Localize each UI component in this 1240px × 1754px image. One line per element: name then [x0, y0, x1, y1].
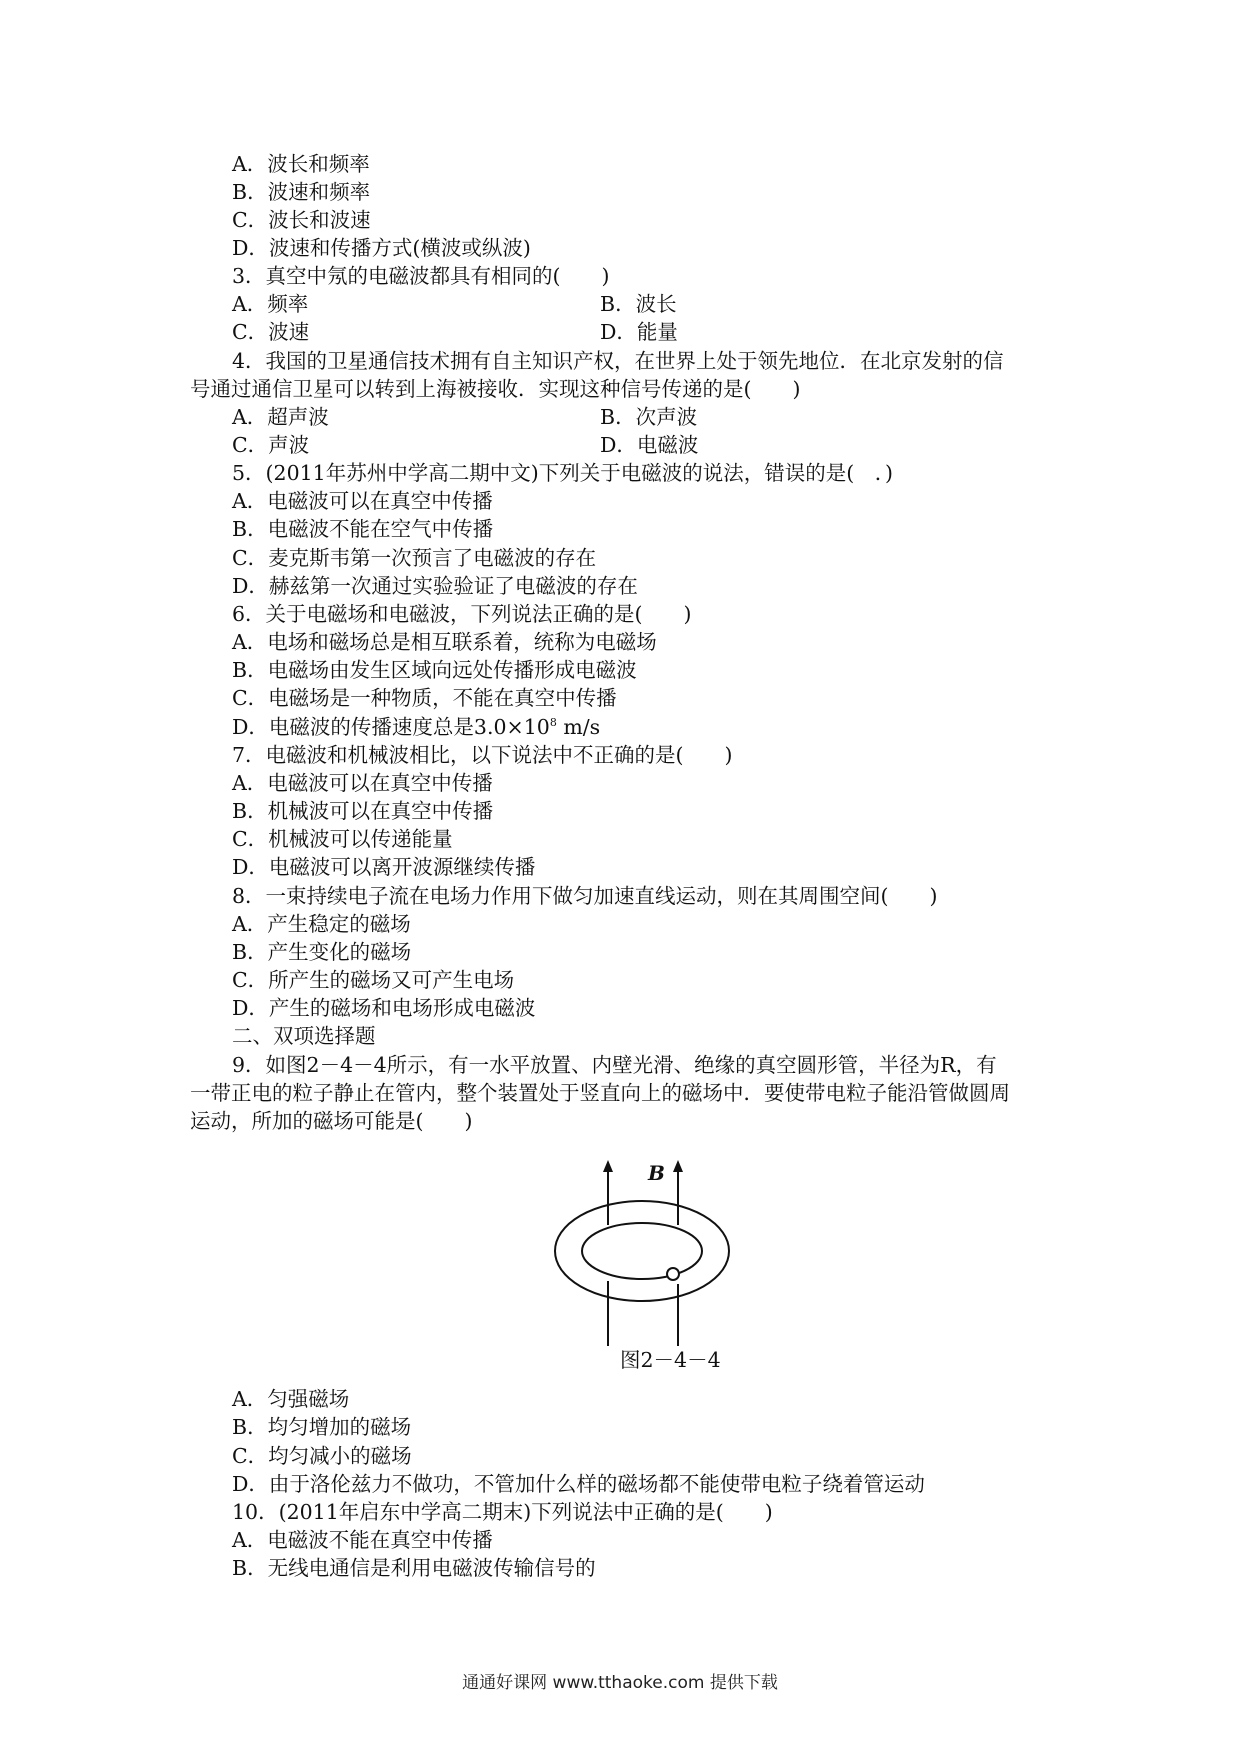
q2-option-a: A．波长和频率	[232, 152, 370, 176]
q6-option-d-exponent: 8	[549, 716, 557, 729]
q10-option-b: B．无线电通信是利用电磁波传输信号的	[232, 1556, 596, 1580]
section-heading: 二、双项选择题	[232, 1024, 376, 1048]
q5-option-d: D．赫兹第一次通过实验验证了电磁波的存在	[232, 574, 638, 598]
q9-stem-line1: 9．如图2－4－4所示，有一水平放置、内壁光滑、绝缘的真空圆形管，半径为R，有	[232, 1053, 997, 1077]
q4-stem-line1: 4．我国的卫星通信技术拥有自主知识产权，在世界上处于领先地位．在北京发射的信	[232, 349, 1004, 373]
q6-stem: 6．关于电磁场和电磁波，下列说法正确的是( )	[232, 602, 692, 626]
q6-option-b: B．电磁场由发生区域向远处传播形成电磁波	[232, 658, 637, 682]
q6-option-a: A．电场和磁场总是相互联系着，统称为电磁场	[232, 630, 657, 654]
q4-option-b: B．次声波	[600, 405, 698, 429]
q5-option-a: A．电磁波可以在真空中传播	[232, 489, 493, 513]
q4-option-c: C．声波	[232, 433, 310, 457]
q7-option-b: B．机械波可以在真空中传播	[232, 799, 494, 823]
page-footer: 通通好课网 www.tthaoke.com 提供下载	[462, 1673, 778, 1693]
q5-option-b: B．电磁波不能在空气中传播	[232, 517, 494, 541]
q3-option-d: D．能量	[600, 320, 678, 344]
q4-stem-line2: 号通过通信卫星可以转到上海被接收．实现这种信号传递的是( )	[190, 377, 801, 401]
q8-option-d: D．产生的磁场和电场形成电磁波	[232, 996, 536, 1020]
q9-option-d: D．由于洛伦兹力不做功，不管加什么样的磁场都不能使带电粒子绕着管运动	[232, 1472, 925, 1496]
figure-caption: 图2－4－4	[620, 1348, 721, 1372]
q9-stem-line2: 一带正电的粒子静止在管内，整个装置处于竖直向上的磁场中．要使带电粒子能沿管做圆周	[190, 1081, 1010, 1105]
ring-inner-ellipse	[582, 1223, 702, 1279]
q3-option-a: A．频率	[232, 292, 309, 316]
ring-tube-figure	[552, 1156, 752, 1356]
field-label-b: B	[648, 1161, 665, 1185]
q7-option-d: D．电磁波可以离开波源继续传播	[232, 855, 536, 879]
arrow-up-right-icon	[673, 1160, 683, 1172]
q2-option-c: C．波长和波速	[232, 208, 371, 232]
q9-option-c: C．均匀减小的磁场	[232, 1444, 412, 1468]
q3-option-c: C．波速	[232, 320, 310, 344]
q6-option-d	[232, 713, 600, 741]
q8-stem: 8．一束持续电子流在电场力作用下做匀加速直线运动，则在其周围空间( )	[232, 884, 938, 908]
q2-option-d: D．波速和传播方式(横波或纵波)	[232, 236, 531, 260]
q9-option-a: A．匀强磁场	[232, 1387, 350, 1411]
q6-option-c: C．电磁场是一种物质，不能在真空中传播	[232, 686, 617, 710]
q6-option-d-text: D．电磁波的传播速度总是3.0×10	[232, 715, 550, 739]
q3-option-b: B．波长	[600, 292, 677, 316]
q8-option-b: B．产生变化的磁场	[232, 940, 412, 964]
q7-option-a: A．电磁波可以在真空中传播	[232, 771, 493, 795]
q10-stem: 10．(2011年启东中学高二期末)下列说法中正确的是( )	[232, 1500, 773, 1524]
q4-option-a: A．超声波	[232, 405, 329, 429]
q9-stem-line3: 运动，所加的磁场可能是( )	[190, 1109, 473, 1133]
q2-option-b: B．波速和频率	[232, 180, 371, 204]
q3-stem: 3．真空中氖的电磁波都具有相同的( )	[232, 264, 610, 288]
q7-option-c: C．机械波可以传递能量	[232, 827, 453, 851]
q6-option-d-unit: m/s	[556, 715, 601, 739]
q5-option-c: C．麦克斯韦第一次预言了电磁波的存在	[232, 546, 597, 570]
q9-option-b: B．均匀增加的磁场	[232, 1415, 412, 1439]
q5-stem: 5．(2011年苏州中学高二期中文)下列关于电磁波的说法，错误的是( ．)	[232, 461, 893, 485]
q10-option-a: A．电磁波不能在真空中传播	[232, 1528, 493, 1552]
q8-option-a: A．产生稳定的磁场	[232, 912, 411, 936]
q7-stem: 7．电磁波和机械波相比，以下说法中不正确的是( )	[232, 743, 733, 767]
q4-option-d: D．电磁波	[600, 433, 699, 457]
arrow-up-left-icon	[603, 1160, 613, 1172]
charged-particle	[667, 1268, 679, 1280]
q8-option-c: C．所产生的磁场又可产生电场	[232, 968, 515, 992]
